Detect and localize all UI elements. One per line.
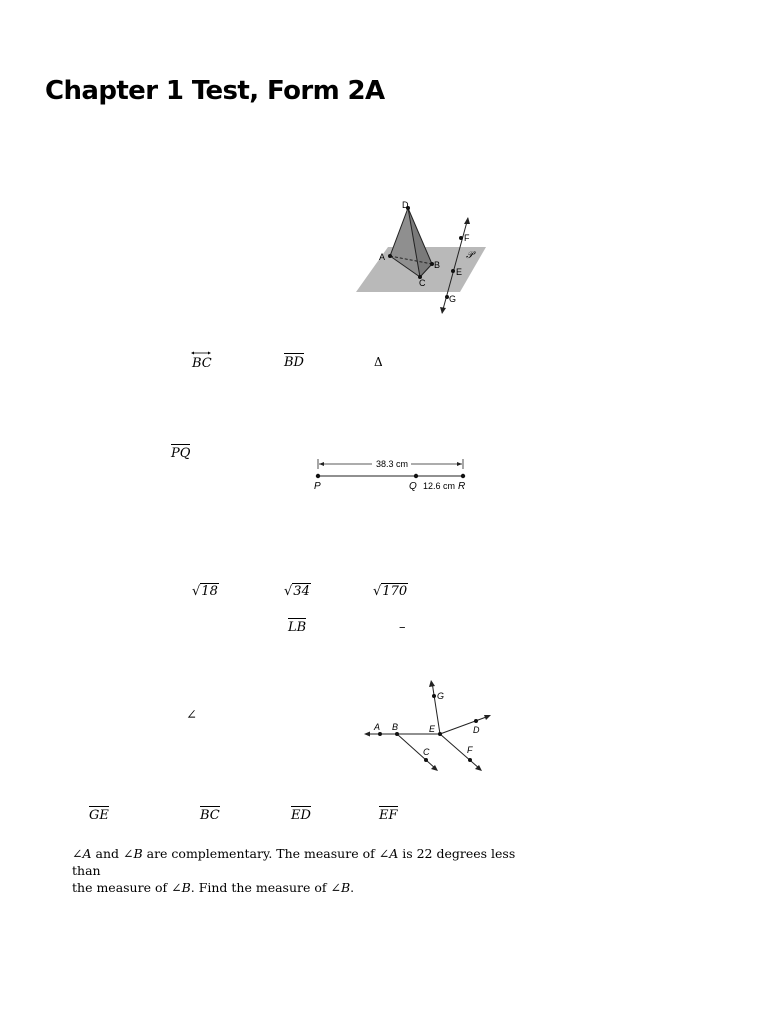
segment-bd-label: BD bbox=[284, 352, 304, 371]
sqrt-18: √18 bbox=[192, 584, 218, 599]
label-q: Q bbox=[409, 481, 417, 492]
segment-pqr-figure bbox=[310, 454, 472, 494]
label-r: R bbox=[458, 481, 466, 492]
length-qr-label: 12.6 cm bbox=[423, 481, 456, 491]
ray-ed-label: ED bbox=[291, 805, 311, 824]
segment-lb-label: LB bbox=[288, 617, 306, 636]
label-a: A bbox=[374, 722, 381, 732]
length-total-label: 38.3 cm bbox=[376, 459, 409, 469]
triangle-symbol: Δ bbox=[374, 355, 383, 369]
ray-bc-label: BC bbox=[200, 805, 220, 824]
label-e: E bbox=[456, 267, 463, 277]
label-g: G bbox=[449, 294, 457, 304]
rays-figure bbox=[360, 677, 495, 775]
label-b: B bbox=[392, 722, 399, 732]
line-bc-label: BC bbox=[192, 352, 212, 372]
angle-symbol: ∠ bbox=[186, 708, 197, 723]
segment-pq-label: PQ bbox=[171, 443, 190, 462]
label-e: E bbox=[429, 724, 436, 734]
question-text: ∠A and ∠B are complementary. The measure of ∠A is 22 degrees less than the measure of ∠B. Find the measure of ∠B. bbox=[72, 846, 516, 895]
ray-ef-label: EF bbox=[379, 805, 398, 824]
label-g: G bbox=[437, 691, 445, 701]
label-p: P bbox=[314, 481, 321, 492]
sqrt-170: √170 bbox=[373, 584, 408, 599]
page-title: Chapter 1 Test, Form 2A bbox=[45, 76, 385, 106]
pyramid-plane-figure bbox=[350, 195, 495, 320]
label-b: B bbox=[434, 260, 441, 270]
label-f: F bbox=[467, 745, 473, 755]
label-c: C bbox=[419, 278, 426, 288]
label-f: F bbox=[464, 233, 470, 243]
label-c: C bbox=[423, 747, 430, 757]
sqrt-34: √34 bbox=[284, 584, 310, 599]
label-d: D bbox=[402, 200, 409, 210]
dash-mark: – bbox=[399, 620, 406, 635]
label-d: D bbox=[473, 725, 480, 735]
label-a: A bbox=[379, 252, 386, 262]
ray-ge-label: GE bbox=[89, 805, 109, 824]
label-plane-p: 𝒫 bbox=[466, 250, 474, 261]
